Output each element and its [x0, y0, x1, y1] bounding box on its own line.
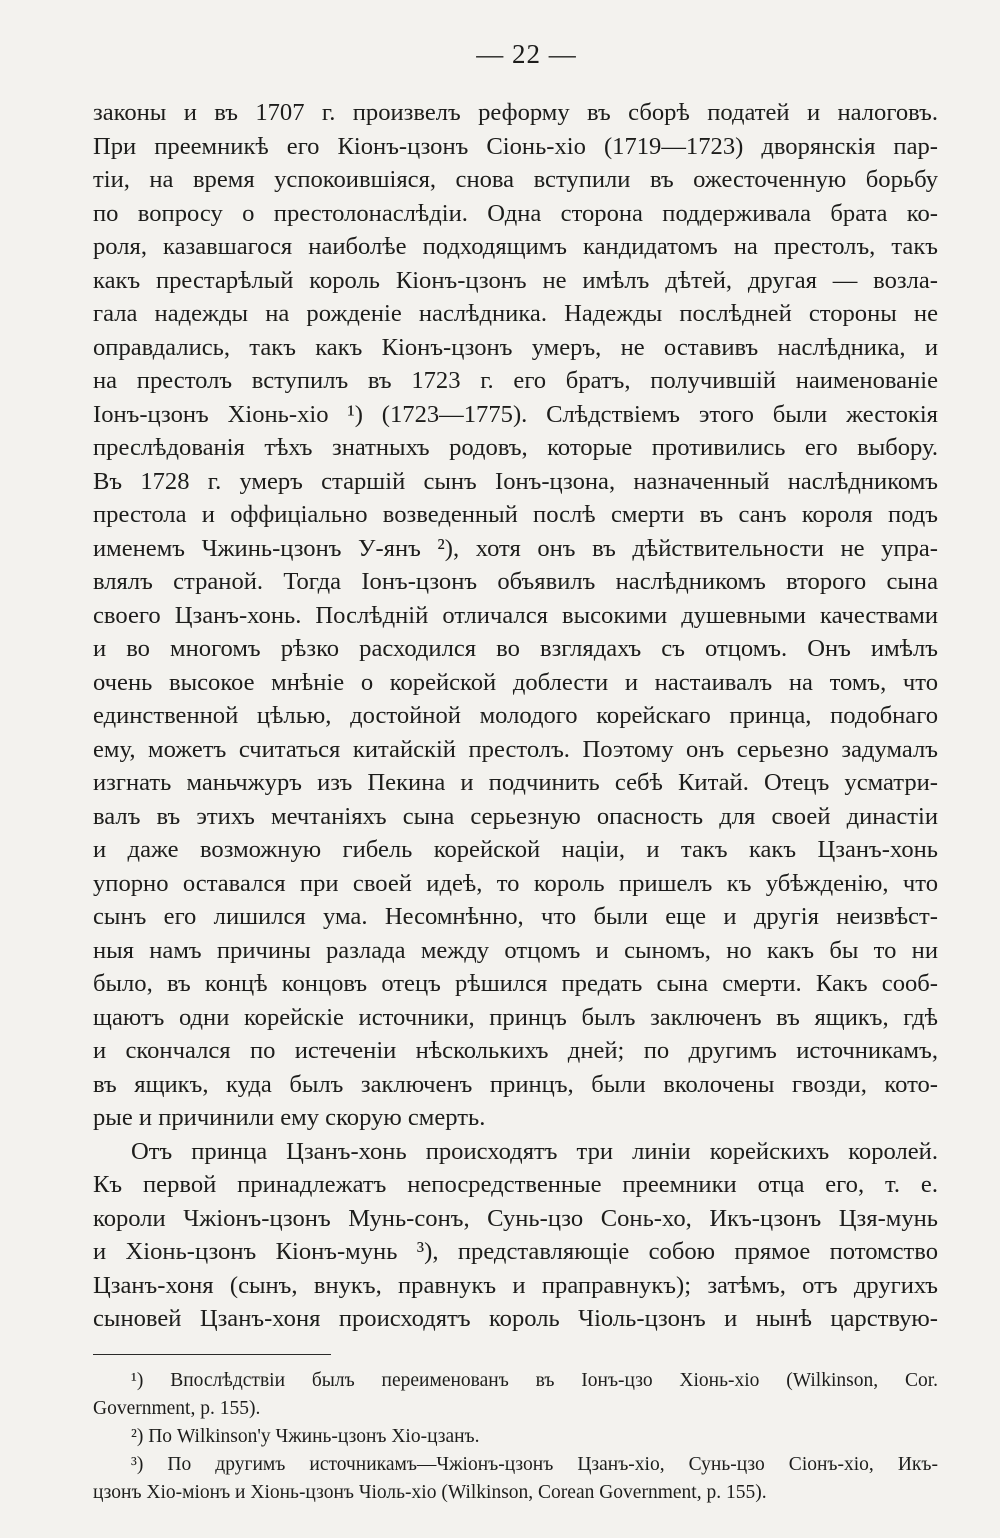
text-line: оправдались, такъ какъ Кіонъ-цзонъ умеръ, не оставивъ наслѣдника, и	[93, 333, 938, 361]
text-line: Въ 1728 г. умеръ старшій сынъ Іонъ-цзона, назначенный наслѣдникомъ	[93, 467, 938, 495]
footnote-2	[93, 1423, 938, 1451]
text-line: изгнать маньчжуръ изъ Пекина и подчинить себѣ Китай. Отецъ усматри-	[93, 769, 938, 796]
text-line: и во многомъ рѣзко расходился во взглядахъ съ отцомъ. Онъ имѣлъ	[93, 635, 938, 662]
text-line: сынъ его лишился ума. Несомнѣнно, что были еще и другія неизвѣст-	[93, 903, 938, 930]
text-line: сыновей Цзанъ-хоня происходятъ король Чіоль-цзонъ и нынѣ царствую-	[93, 1305, 938, 1332]
text-line: преслѣдованія тѣхъ знатныхъ родовъ, которые противились его выбору.	[93, 434, 938, 461]
footnote-line: ¹) Впослѣдствіи былъ переименованъ въ Іонъ-цзо Хіонь-хіо (Wilkinson, Cor.	[131, 1369, 938, 1391]
text-line: именемъ Чжинь-цзонъ У-янъ ²), хотя онъ въ дѣйствительности не упра-	[93, 534, 938, 562]
footnote-line: цзонъ Хіо-міонъ и Хіонь-цзонъ Чіоль-хіо (Wilkinson, Corean Government, p. 155).	[93, 1482, 767, 1504]
footnote-line: Government, p. 155).	[93, 1397, 261, 1419]
main-paragraph-1	[93, 96, 938, 1135]
text-line: и даже возможную гибель корейской націи, и такъ какъ Цзанъ-хонь	[93, 836, 938, 863]
page-number: — 22 —	[476, 39, 577, 69]
text-line: валъ въ этихъ мечтаніяхъ сына серьезную опасность для своей династіи	[93, 802, 938, 830]
text-line: престола и оффиціально возведенный послѣ смерти въ санъ короля подъ	[93, 501, 938, 528]
text-line: ныя намъ причины разлада между отцомъ и сыномъ, но какъ бы то ни	[93, 936, 938, 964]
text-line: гала надежды на рожденіе наслѣдника. Надежды послѣдней стороны не	[93, 300, 938, 327]
text-line: на престолъ вступилъ въ 1723 г. его братъ, получившій наименованіе	[93, 367, 938, 394]
text-line: короли Чжіонъ-цзонъ Мунь-сонъ, Сунь-цзо Сонь-хо, Икъ-цзонъ Цзя-мунь	[93, 1204, 938, 1232]
footnote-3	[93, 1451, 938, 1507]
text-line: какъ престарѣлый король Кіонъ-цзонъ не имѣлъ дѣтей, другая — возла-	[93, 266, 938, 294]
footnote-line: ³) По другимъ источникамъ—Чжіонъ-цзонъ Цзанъ-хіо, Сунь-цзо Сіонъ-хіо, Икъ-	[131, 1454, 938, 1476]
text-line: было, въ концѣ концовъ отецъ рѣшился предать сына смерти. Какъ сооб-	[93, 970, 938, 997]
text-line: При преемникѣ его Кіонъ-цзонъ Сіонь-хіо (1719—1723) дворянскія пар-	[93, 132, 938, 160]
text-line: тіи, на время успокоившіяся, снова вступили въ ожесточенную борьбу	[93, 166, 938, 193]
text-line: щаютъ одни корейскіе источники, принцъ былъ заключенъ въ ящикъ, гдѣ	[93, 1003, 938, 1031]
main-paragraph-2	[93, 1135, 938, 1336]
text-line: Іонъ-цзонъ Хіонь-хіо ¹) (1723—1775). Слѣдствіемъ этого были жестокія	[93, 400, 938, 428]
text-line: своего Цзанъ-хонь. Послѣдній отличался высокими душевными качествами	[93, 601, 938, 629]
footnote-1	[93, 1367, 938, 1423]
text-line: Цзанъ-хоня (сынъ, внукъ, правнукъ и праправнукъ); затѣмъ, отъ другихъ	[93, 1271, 938, 1299]
text-line: очень высокое мнѣніе о корейской доблести и настаивалъ на томъ, что	[93, 668, 938, 696]
footnote-line: ²) По Wilkinson'у Чжинь-цзонъ Хіо-цзанъ.	[131, 1425, 480, 1447]
text-line: и Хіонь-цзонъ Кіонъ-мунь ³), представляющіе собою прямое потомство	[93, 1238, 938, 1265]
text-line: ему, можетъ считаться китайскій престолъ. Поэтому онъ серьезно задумалъ	[93, 735, 938, 763]
footnote-divider	[93, 1354, 331, 1355]
text-line: рые и причинили ему скорую смерть.	[93, 1104, 486, 1131]
text-line: упорно оставался при своей идеѣ, то король пришелъ къ убѣжденію, что	[93, 869, 938, 897]
text-line: влялъ страной. Тогда Іонъ-цзонъ объявилъ наслѣдникомъ второго сына	[93, 568, 938, 595]
text-line: по вопросу о престолонаслѣдіи. Одна сторона поддерживала брата ко-	[93, 199, 938, 227]
text-line: законы и въ 1707 г. произвелъ реформу въ сборѣ податей и налоговъ.	[93, 99, 938, 126]
text-line: Къ первой принадлежатъ непосредственные преемники отца его, т. е.	[93, 1171, 938, 1198]
footnotes	[93, 1367, 938, 1508]
text-line: Отъ принца Цзанъ-хонь происходятъ три линіи корейскихъ королей.	[131, 1137, 938, 1165]
text-line: и скончался по истеченіи нѣсколькихъ дней; по другимъ источникамъ,	[93, 1037, 938, 1064]
text-line: въ ящикъ, куда былъ заключенъ принцъ, были вколочены гвозди, кото-	[93, 1070, 938, 1098]
text-line: единственной цѣлью, достойной молодого корейскаго принца, подобнаго	[93, 702, 938, 729]
text-line: роля, казавшагося наиболѣе подходящимъ кандидатомъ на престолъ, такъ	[93, 233, 938, 260]
